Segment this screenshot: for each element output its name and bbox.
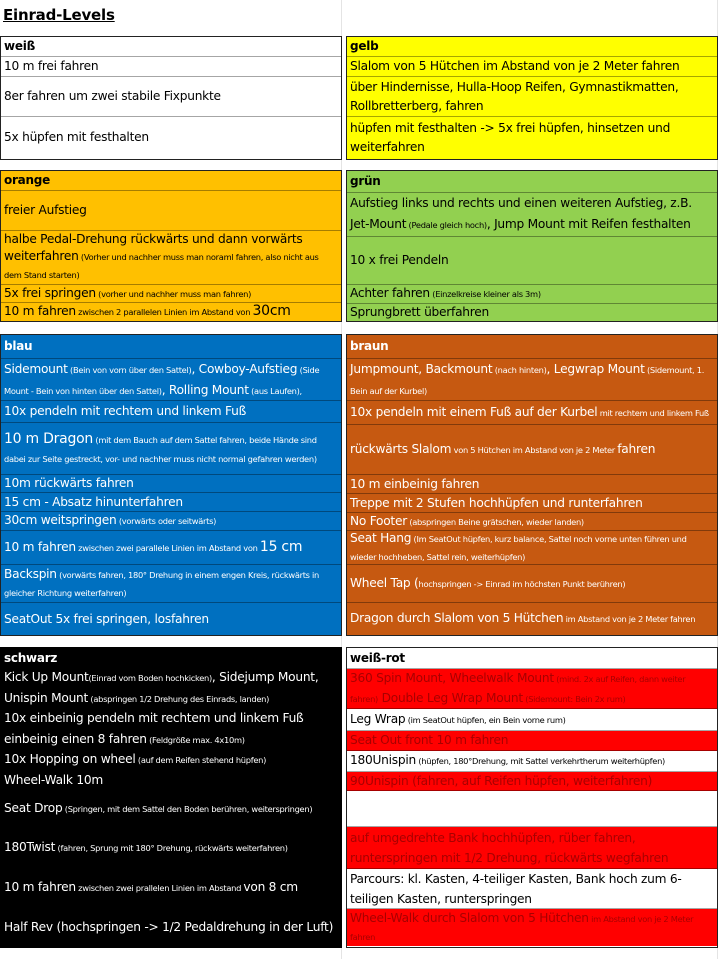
skill-main: 30cm weitspringen bbox=[4, 513, 117, 527]
skill-row bbox=[1, 908, 341, 946]
skill-note: (Pedale gleich hoch) bbox=[406, 220, 487, 230]
skill-row bbox=[347, 304, 717, 321]
skill-note: (Springen, mit dem Sattel den Boden berühren, weiterspringen) bbox=[62, 804, 313, 814]
skill-row bbox=[347, 731, 717, 751]
skill-main: Aufstieg links und rechts und einen weiteren Aufstieg, z.B. Jet-Mount bbox=[350, 196, 692, 231]
level-header bbox=[1, 648, 341, 668]
skill-note: (vorher und nachher muss man fahren) bbox=[95, 288, 252, 299]
skill-row bbox=[347, 531, 717, 565]
level-name: weiß-rot bbox=[350, 650, 405, 665]
skill-text bbox=[4, 750, 266, 770]
level-name: gelb bbox=[350, 39, 379, 53]
skill-text: Slalom von 5 Hütchen im Abstand von je 2 Meter fahren bbox=[350, 59, 680, 73]
skill-text bbox=[350, 609, 695, 629]
skill-tail: 15 cm bbox=[259, 538, 303, 555]
skill-text bbox=[4, 285, 251, 303]
skill-note: zwischen zwei prallelen Linien im Abstand bbox=[75, 883, 244, 893]
skill-note: im Abstand von je 2 Meter fahren bbox=[350, 913, 694, 942]
skill-note: (vorwärts fahren, 180° Drehung in einem engen Kreis, rückwärts in gleicher Richtung weiterfahren) bbox=[4, 569, 320, 598]
skill-text bbox=[350, 359, 714, 401]
skill-row bbox=[347, 117, 717, 158]
skill-note: (Side Mount - Bein von hinten über den Sattel) bbox=[4, 364, 320, 396]
skill-row bbox=[347, 513, 717, 531]
skill-note: im Abstand von je 2 Meter fahren bbox=[563, 614, 696, 624]
page-title: Einrad-Levels bbox=[3, 6, 115, 24]
skill-row bbox=[347, 193, 717, 237]
skill-text: 10x pendeln mit rechtem und linkem Fuß bbox=[4, 404, 247, 418]
skill-note: (Sidemount: Bein 2x rum) bbox=[522, 693, 626, 704]
skill-text: Half Rev (hochspringen -> 1/2 Pedaldrehung in der Luft) bbox=[4, 919, 334, 934]
skill-note: von 5 Hütchen im Abstand von je 2 Meter bbox=[451, 444, 618, 455]
skill-note: (Feldgröße max. 4x10m) bbox=[146, 734, 245, 745]
skill-row bbox=[347, 401, 717, 425]
skill-row bbox=[347, 425, 717, 475]
skill-row bbox=[347, 827, 717, 869]
skill-tail: , Jump Mount mit Reifen festhalten bbox=[486, 217, 691, 231]
level-blau bbox=[0, 334, 342, 636]
skill-row bbox=[347, 709, 717, 731]
skill-row bbox=[1, 603, 341, 635]
skill-row bbox=[347, 791, 717, 827]
skill-row bbox=[1, 231, 341, 285]
skill-text: 10x einbeinig pendeln mit rechtem und linkem Fuß bbox=[4, 711, 304, 725]
skill-row bbox=[1, 708, 341, 729]
skill-main: Double Leg Wrap Mount bbox=[378, 690, 523, 705]
skill-row bbox=[1, 191, 341, 231]
level-weiss bbox=[0, 36, 342, 160]
skill-text bbox=[4, 566, 338, 602]
skill-row bbox=[1, 117, 341, 158]
skill-main: No Footer bbox=[350, 513, 407, 528]
skill-note: (fahren, Sprung mit 180° Drehung, rückwärts weiterfahren) bbox=[55, 843, 288, 853]
skill-main: rückwärts Slalom bbox=[350, 441, 452, 456]
skill-tail: fahren bbox=[617, 441, 656, 456]
skill-main: 10 m fahren bbox=[4, 304, 76, 318]
level-header bbox=[1, 335, 341, 359]
skill-row bbox=[347, 909, 717, 946]
skill-main: 5x frei springen bbox=[4, 285, 96, 300]
skill-row bbox=[1, 790, 341, 828]
skill-row bbox=[347, 494, 717, 513]
skill-text bbox=[4, 799, 312, 819]
skill-text bbox=[4, 303, 291, 321]
skill-row bbox=[1, 531, 341, 565]
skill-text: 90Unispin (fahren, auf Reifen hüpfen, weiterfahren) bbox=[350, 773, 653, 788]
level-name: weiß bbox=[4, 39, 35, 53]
skill-text: 8er fahren um zwei stabile Fixpunkte bbox=[4, 89, 221, 103]
skill-main: Kick Up Mount bbox=[4, 670, 89, 684]
skill-text: Sprungbrett überfahren bbox=[350, 305, 489, 319]
skill-main: Seat Hang bbox=[350, 531, 412, 545]
skill-text: über Hindernisse, Hulla-Hoop Reifen, Gymnastikmatten, Rollbretterberg, fahren bbox=[350, 79, 679, 113]
skill-text bbox=[4, 668, 338, 708]
skill-note: (Im SeatOut hüpfen, kurz balance, Sattel noch vorne unten führen und wieder hochheben, Sattel rein, weiterhüpfen) bbox=[350, 533, 687, 562]
skill-text: 10 x frei Pendeln bbox=[350, 253, 449, 267]
skill-note: (Sidemount, 1. Bein auf der Kurbel) bbox=[350, 364, 705, 396]
skill-note: (aus Laufen), bbox=[248, 385, 302, 396]
skill-main: Jumpmount, Backmount bbox=[350, 361, 493, 376]
skill-main: Dragon durch Slalom von 5 Hütchen bbox=[350, 611, 564, 625]
skill-row bbox=[1, 565, 341, 603]
skill-note: (abspringen Beine grätschen, wieder landen) bbox=[406, 516, 584, 527]
skill-text: Seat Out front 10 m fahren bbox=[350, 733, 509, 747]
level-orange bbox=[0, 170, 342, 322]
skill-main: halbe Pedal-Drehung rückwärts und dann vorwärts weiterfahren bbox=[4, 232, 303, 263]
skill-note: (Vorher und nachher muss man noraml fahren, also nicht aus dem Stand starten) bbox=[4, 252, 319, 280]
skill-text: freier Aufstieg bbox=[4, 203, 87, 217]
level-gelb bbox=[346, 36, 718, 160]
skill-main: Backspin bbox=[4, 566, 57, 581]
skill-row bbox=[1, 750, 341, 770]
skill-text bbox=[350, 513, 584, 531]
skill-note: (nach hinten) bbox=[492, 364, 547, 375]
skill-main: Seat Drop bbox=[4, 801, 63, 815]
skill-main: 180Unispin bbox=[350, 753, 416, 767]
level-header bbox=[347, 37, 717, 57]
skill-main: , Sidejump Mount, Unispin Mount bbox=[4, 670, 319, 705]
skill-text: auf umgedrehte Bank hochhüpfen, rüber fahren, runterspringen mit 1/2 Drehung, rückwärts wegfahren bbox=[350, 830, 669, 865]
skill-text bbox=[350, 193, 714, 236]
skill-row bbox=[347, 77, 717, 117]
skill-note: zwischen zwei parallele Linien im Abstand von bbox=[75, 542, 260, 553]
skill-note: (hüpfen, 180°Drehung, mit Sattel verkehrtherum weiterhüpfen) bbox=[416, 756, 665, 766]
skill-text bbox=[4, 512, 216, 531]
skill-text bbox=[350, 403, 709, 423]
level-name: schwarz bbox=[4, 650, 58, 665]
skill-row bbox=[1, 359, 341, 401]
skill-main: Achter fahren bbox=[350, 286, 430, 300]
skill-text bbox=[350, 669, 714, 709]
skill-row bbox=[1, 401, 341, 423]
skill-row bbox=[1, 475, 341, 493]
skill-row bbox=[347, 475, 717, 494]
level-gruen bbox=[346, 170, 718, 322]
skill-text: Wheel-Walk 10m bbox=[4, 772, 103, 787]
level-header bbox=[347, 335, 717, 359]
skill-note: (Einrad vom Boden hochkicken) bbox=[88, 673, 212, 683]
skill-note: (abspringen 1/2 Drehung des Einrads, landen) bbox=[88, 694, 270, 704]
skill-text bbox=[4, 538, 302, 558]
skill-row bbox=[1, 512, 341, 531]
skill-text bbox=[350, 531, 714, 565]
skill-note: (Bein von vorn über den Sattel) bbox=[67, 364, 192, 375]
skill-text bbox=[350, 285, 541, 304]
skill-row bbox=[347, 565, 717, 603]
skill-main: 10x Hopping on wheel bbox=[4, 752, 136, 766]
skill-tail: von 8 cm bbox=[243, 880, 298, 894]
skill-text bbox=[4, 878, 298, 898]
skill-text: Treppe mit 2 Stufen hochhüpfen und runterfahren bbox=[350, 495, 643, 510]
skill-text bbox=[350, 574, 625, 594]
skill-text bbox=[4, 231, 338, 284]
skill-row bbox=[1, 493, 341, 512]
skill-row bbox=[347, 772, 717, 791]
skill-text: 5x hüpfen mit festhalten bbox=[4, 130, 149, 144]
skill-main: , Cowboy-Aufstieg bbox=[191, 361, 298, 376]
skill-text bbox=[350, 751, 665, 771]
skill-row bbox=[347, 869, 717, 909]
level-header bbox=[347, 648, 717, 669]
skill-text: 10m rückwärts fahren bbox=[4, 476, 134, 490]
skill-note: (auf dem Reifen stehend hüpfen) bbox=[135, 755, 267, 765]
skill-note: hochspringen -> Einrad im höchsten Punkt berühren) bbox=[418, 578, 626, 589]
skill-main: 10 m Dragon bbox=[4, 430, 94, 447]
skill-note: mit rechtem und linkem Fuß bbox=[597, 407, 709, 418]
skill-row bbox=[1, 868, 341, 908]
skill-text bbox=[350, 910, 714, 946]
level-header bbox=[1, 171, 341, 191]
level-schwarz bbox=[0, 647, 342, 948]
skill-tail: 30cm bbox=[252, 303, 291, 319]
skill-row bbox=[1, 729, 341, 750]
skill-row bbox=[347, 669, 717, 709]
level-name: grün bbox=[350, 174, 381, 188]
skill-main: 10x pendeln mit einem Fuß auf der Kurbel bbox=[350, 404, 598, 419]
skill-text: 15 cm - Absatz hinunterfahren bbox=[4, 494, 183, 509]
skill-text: SeatOut 5x frei springen, losfahren bbox=[4, 611, 209, 626]
skill-row bbox=[1, 303, 341, 321]
skill-text: 10 m einbeinig fahren bbox=[350, 476, 480, 491]
skill-row bbox=[347, 57, 717, 77]
skill-note: (vorwärts oder seitwärts) bbox=[116, 516, 217, 526]
skill-note: (Einzelkreise kleiner als 3m) bbox=[429, 289, 541, 299]
skill-row bbox=[1, 77, 341, 117]
skill-note: (mind. 2x auf Reifen, dann weiter fahren) bbox=[350, 673, 686, 704]
level-braun bbox=[346, 334, 718, 636]
skill-row bbox=[1, 423, 341, 475]
skill-row bbox=[1, 668, 341, 708]
skill-row bbox=[347, 751, 717, 772]
skill-main: 360 Spin Mount, Wheelwalk Mount bbox=[350, 670, 554, 685]
skill-row bbox=[1, 57, 341, 77]
skill-text bbox=[4, 838, 288, 858]
skill-text bbox=[4, 730, 245, 750]
skill-main: 10 m fahren bbox=[4, 880, 76, 894]
skill-row bbox=[1, 770, 341, 790]
skill-text bbox=[350, 440, 655, 460]
level-header bbox=[1, 37, 341, 57]
skill-main: 180Twist bbox=[4, 840, 56, 854]
skill-main: Wheel-Walk durch Slalom von 5 Hütchen bbox=[350, 910, 589, 925]
level-name: braun bbox=[350, 339, 389, 353]
skill-main: 10 m fahren bbox=[4, 539, 76, 554]
level-name: orange bbox=[4, 173, 51, 187]
skill-row bbox=[1, 828, 341, 868]
level-header bbox=[347, 171, 717, 193]
skill-text: 10 m frei fahren bbox=[4, 59, 99, 73]
skill-row bbox=[347, 237, 717, 285]
skill-main: , Rolling Mount bbox=[161, 382, 249, 397]
skill-main: , Legwrap Mount bbox=[546, 361, 645, 376]
skill-text bbox=[4, 430, 338, 468]
skill-text bbox=[350, 710, 566, 730]
skill-text: hüpfen mit festhalten -> 5x frei hüpfen, hinsetzen und weiterfahren bbox=[350, 120, 671, 154]
skill-main: Wheel Tap ( bbox=[350, 575, 419, 590]
skill-main: einbeinig einen 8 fahren bbox=[4, 731, 147, 746]
skill-main: Leg Wrap bbox=[350, 711, 406, 726]
level-name: blau bbox=[4, 339, 33, 353]
skill-row bbox=[347, 603, 717, 635]
skill-note: (im SeatOut hüpfen, ein Bein vorne rum) bbox=[405, 714, 566, 725]
skill-text bbox=[4, 359, 338, 401]
skill-row bbox=[1, 285, 341, 303]
skill-note: zwischen 2 parallelen Linien im Abstand von bbox=[75, 307, 253, 317]
skill-row bbox=[347, 359, 717, 401]
skill-text: Parcours: kl. Kasten, 4-teiliger Kasten, Bank hoch zum 6-teiligen Kasten, runterspringen bbox=[350, 871, 682, 906]
skill-row bbox=[347, 285, 717, 304]
skill-main: Sidemount bbox=[4, 361, 68, 376]
skill-note: (mit dem Bauch auf dem Sattel fahren, beide Hände sind dabei zur Seite gestreckt, vor- und nachher muss nicht normal gefahren werden) bbox=[4, 434, 317, 464]
level-weiss-rot bbox=[346, 647, 718, 948]
